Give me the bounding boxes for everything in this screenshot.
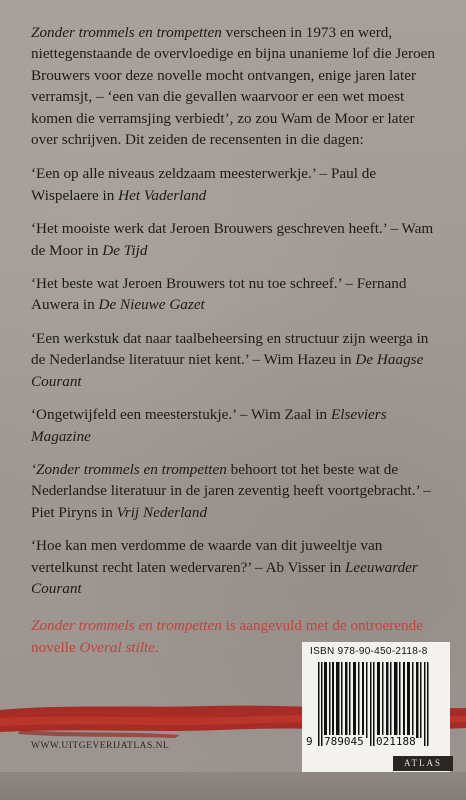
bottom-band — [0, 772, 466, 800]
barcode-digits-left: 789045 — [324, 735, 364, 748]
barcode-digit-first: 9 — [306, 735, 313, 748]
barcode-digits-right: 021188 — [376, 735, 416, 748]
quote-source: Vrij Nederland — [116, 503, 208, 521]
quote-1: ‘Een op alle niveaus zeldzaam meesterwerkje.’ – Paul de Wispelaere in Het Vaderland — [31, 165, 377, 204]
back-cover-blurb — [31, 22, 441, 670]
intro-paragraph — [31, 22, 441, 150]
quote-5: ‘Ongetwijfeld een meesterstukje.’ – Wim Zaal in Elseviers Magazine — [31, 406, 387, 445]
publisher-url: WWW.UITGEVERIJATLAS.NL — [31, 741, 170, 751]
quote-3: ‘Het beste wat Jeroen Brouwers tot nu toe schreef.’ – Fernand Auwera in De Nieuwe Gazet — [31, 275, 407, 314]
quote-6: ‘Zonder trommels en trompetten behoort tot het beste wat de Nederlandse literatuur in de jaren zeventig heeft voortgebracht.’ – Piet Piryns in Vrij Nederland — [31, 460, 431, 521]
edition-note: Zonder trommels en trompetten is aangevuld met de ontroerende novelle Overal stilte. — [31, 617, 423, 656]
quote-source: Het Vaderland — [118, 186, 207, 204]
intro-title: Zonder trommels en trompetten — [31, 24, 222, 41]
quote-source: De Haagse Courant — [31, 351, 424, 390]
quote-source: De Tijd — [102, 241, 148, 259]
quote-source: Elseviers Magazine — [31, 406, 387, 445]
quote-2: ‘Het mooiste werk dat Jeroen Brouwers geschreven heeft.’ – Wam de Moor in De Tijd — [31, 220, 434, 259]
quote-source: Leeuwarder Courant — [31, 558, 418, 597]
quote-source: De Nieuwe Gazet — [98, 296, 205, 314]
intro-text: verscheen in 1973 en werd, niettegenstaande de overvloedige en bijna unanieme lof die Jeroen Brouwers voor deze novelle mocht ontvangen, enige jaren later verramsjt, – ‘een van die gevallen waarvoor er een wet moest komen die verramsjing verbiedt’, zo zou Wam de Moor er later over schrijven. Dit zeiden de recensenten in die dagen: — [31, 24, 435, 149]
isbn-text: ISBN 978-90-450-2118-8 — [310, 646, 428, 657]
barcode-icon — [312, 662, 440, 746]
quote-7: ‘Hoe kan men verdomme de waarde van dit juweeltje van vertelkunst recht laten wedervaren?’ – Ab Visser in Leeuwarder Courant — [31, 537, 418, 597]
quote-4: ‘Een werkstuk dat naar taalbeheersing en structuur zijn weerga in de Nederlandse literatuur niet kent.’ – Wim Hazeu in De Haagse Courant — [31, 329, 429, 390]
atlas-logo: ATLAS — [393, 756, 453, 771]
